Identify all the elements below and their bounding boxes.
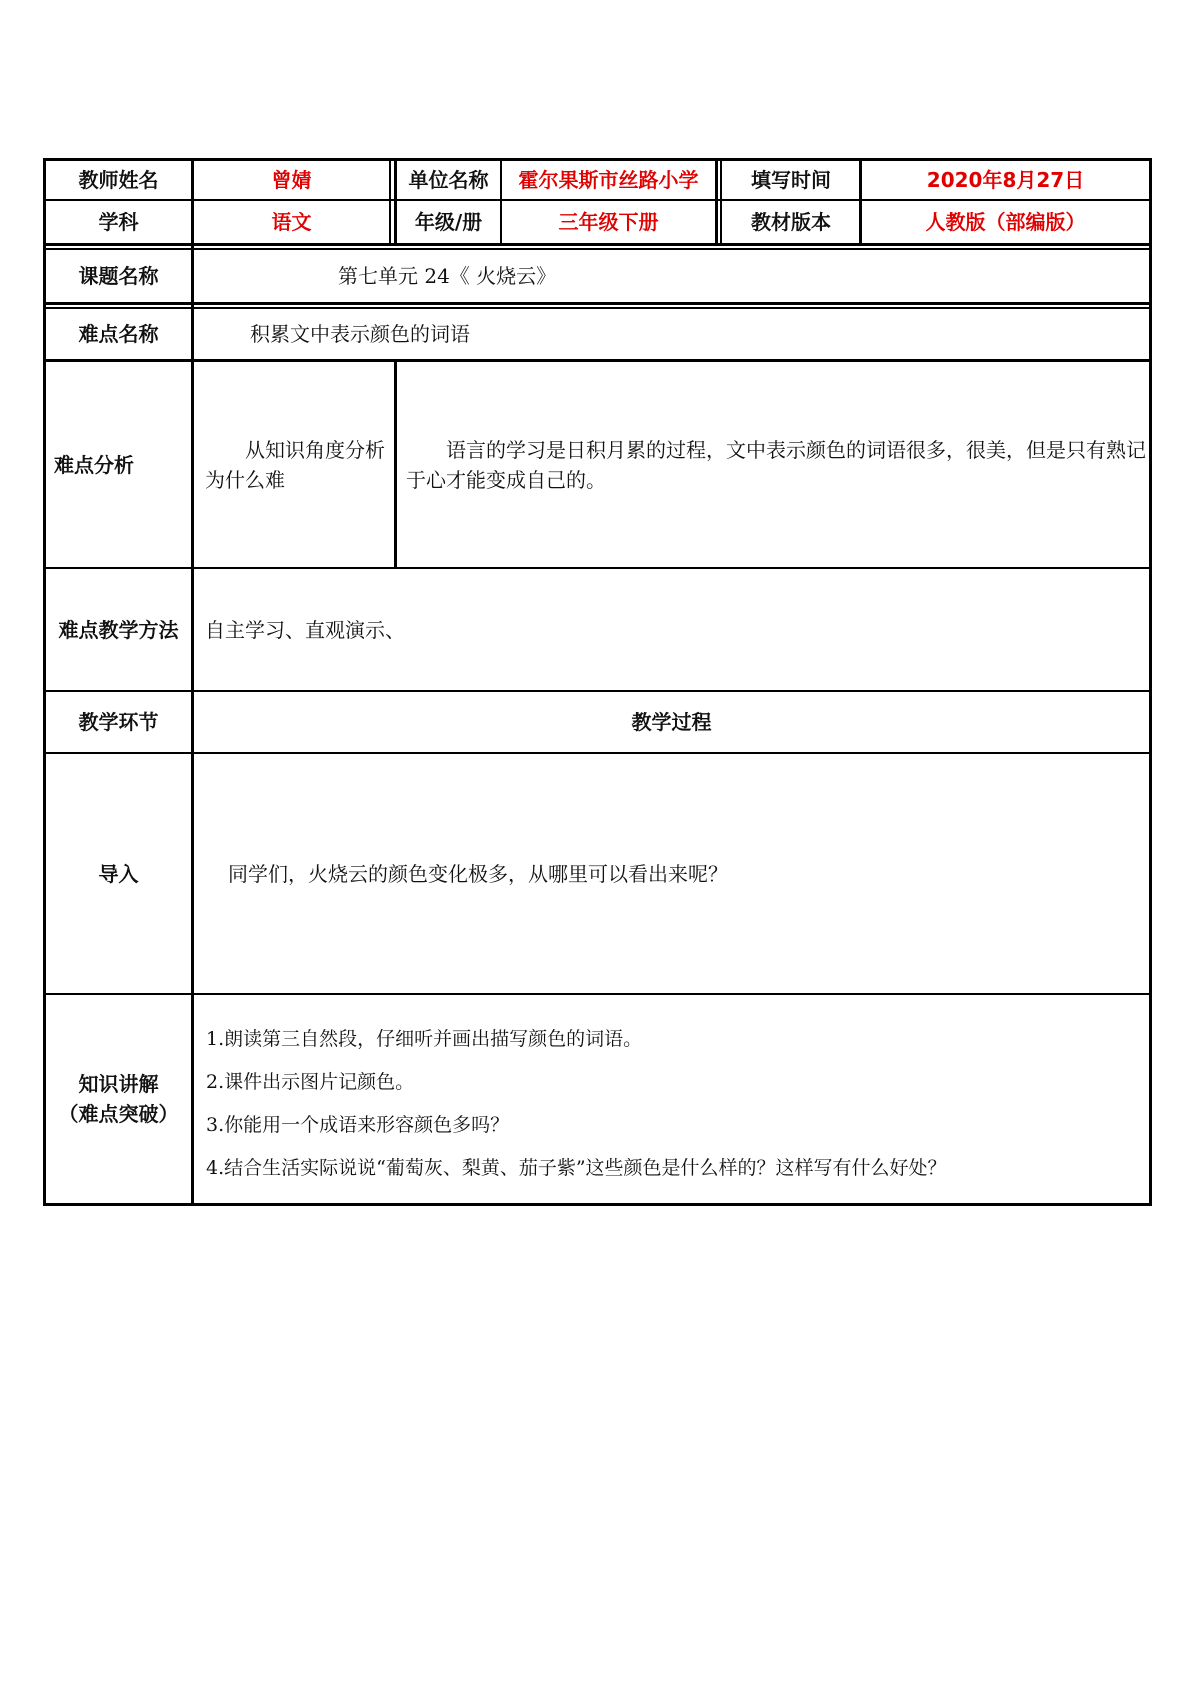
intro-text: 同学们，火烧云的颜色变化极多，从哪里可以看出来呢？: [228, 861, 728, 886]
knowledge-label: [46, 995, 191, 1203]
topic-label: 课题名称: [78, 264, 159, 288]
analysis-text: 语言的学习是日积月累的过程，文中表示颜色的词语很多，很美，但是只有熟记于心才能变成自己的。: [406, 437, 1146, 492]
topic-value: 第七单元 24《 火烧云》: [338, 264, 557, 288]
row-divider: [43, 302, 1152, 305]
textbook-value: 人教版（部编版）: [925, 210, 1086, 234]
process-title: 教学过程: [631, 710, 712, 734]
analysis-label: 难点分析: [54, 452, 134, 477]
col-divider: [715, 158, 718, 243]
knowledge-label-line1: 知识讲解: [78, 1072, 159, 1096]
col-divider: [394, 359, 397, 567]
school-label: 单位名称: [408, 168, 489, 192]
row-divider: [43, 993, 1152, 995]
list-item: 4.结合生活实际说说“葡萄灰、梨黄、茄子紫”这些颜色是什么样的？这样写有什么好处？: [206, 1157, 947, 1180]
list-item: 1.朗读第三自然段，仔细听并画出描写颜色的词语。: [206, 1028, 643, 1051]
subject-value: 语文: [271, 210, 312, 234]
intro-label: 导入: [98, 861, 139, 886]
row-divider: [43, 243, 1152, 246]
teacher-name-label: 教师姓名: [78, 168, 159, 192]
col-divider: [720, 158, 722, 243]
difficulty-value: 积累文中表示颜色的词语: [250, 322, 470, 346]
date-label: 填写时间: [751, 168, 831, 192]
analysis-sub-label: 从知识角度分析为什么难: [205, 437, 385, 492]
knowledge-list: [194, 1012, 1144, 1192]
process-stage-label: 教学环节: [78, 710, 159, 734]
school-value: 霍尔果斯市丝路小学: [518, 168, 699, 192]
col-divider: [389, 158, 391, 243]
date-value: 2020年8月27日: [926, 168, 1085, 192]
list-item: 2.课件出示图片记颜色。: [206, 1071, 415, 1094]
subject-label: 学科: [98, 210, 139, 234]
list-item: 3.你能用一个成语来形容颜色多吗？: [206, 1114, 510, 1137]
textbook-label: 教材版本: [751, 210, 831, 234]
method-label: 难点教学方法: [58, 617, 179, 642]
knowledge-label-line2: （难点突破）: [58, 1102, 179, 1126]
method-value: 自主学习、直观演示、: [205, 617, 405, 642]
teacher-name-value: 曾婧: [271, 168, 312, 192]
difficulty-label: 难点名称: [78, 322, 159, 346]
grade-label: 年级/册: [414, 210, 483, 234]
grade-value: 三年级下册: [558, 210, 659, 234]
